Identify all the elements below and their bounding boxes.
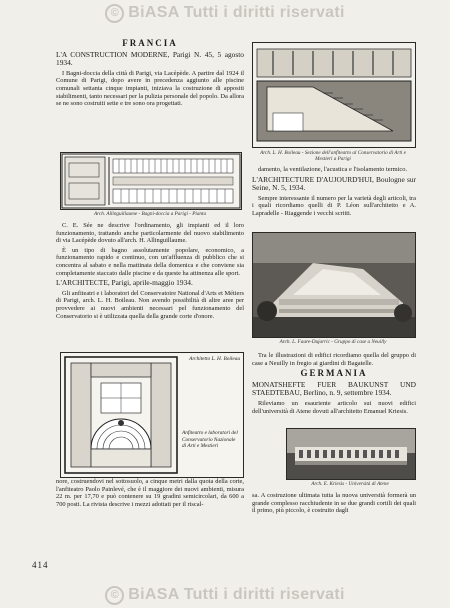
article-paragraph: È un tipo di bagno assolutamente popolare, economico, a funzionamento rapido e continuo, con un'affluenza di pubblico che si concentra al sabato e nella mattinata della domenica e che conviene sia completamente staccato dalle piscine e da queste ha attinenza alle sport.	[56, 246, 244, 277]
right-column-top	[252, 166, 416, 220]
figure-label-architect: Architetto L. H. Boileau	[189, 356, 240, 362]
watermark-bottom	[0, 586, 450, 605]
article-heading: L'A CONSTRUCTION MODERNE, Parigi N. 45, 5 agosto 1934.	[56, 49, 244, 68]
article-heading: L'ARCHITECTURE D'AUJOURD'HUI, Boulogne sur Seine, N. 5, 1934.	[252, 174, 416, 193]
watermark-top	[0, 4, 450, 23]
figure-caption: Arch. L. H. Boileau - Sezione dell'anfiteatro al Conservatorio di Arti e Mestieri a Parigi	[260, 150, 406, 163]
anfiteatro-section-drawing	[253, 43, 415, 147]
article-paragraph: Rileviamo un esauriente articolo sui nuovi edifici dell'università di Atene dovuti all'architetto Emanuel Kriesis.	[252, 399, 416, 415]
article-heading: L'ARCHITECTE, Parigi, aprile-maggio 1934.	[56, 278, 193, 288]
athens-university-image	[287, 429, 415, 479]
figure-conservatoire-plan	[60, 352, 244, 478]
article-paragraph: damento, la ventilazione, l'acustica e l'isolamento termico.	[258, 166, 408, 173]
left-column-top	[56, 40, 244, 110]
watermark-text: BiASA Tutti i diritti riservati	[128, 586, 345, 603]
article-paragraph: Sempre interessante il numero per la varietà degli articoli, tra i quali ricordiamo quelli di P. Léon sull'architetto e A. Lapradelle - Riaggende i vecchi scritti.	[252, 194, 416, 217]
figure-caption-side: Anfiteatro e laboratori del Conservatorio Nazionale di Arti e Mestieri	[182, 430, 238, 450]
article-paragraph: nore, costruendovi nel sottosuolo, a cinque metri dalla quota della corte, l'anfiteatro Paolo Painlevé, che è il maggiore dei nuovi ambienti, misura 22 m. per 17,70 e può contenere su 19 gradini semicircolari, da 600 a 700 posti. La rivista descrive i mezzi adottati per il riscal-	[56, 478, 244, 508]
article-paragraph: C. E. Sée ne descrive l'ordinamento, gli impianti ed il loro funzionamento, trattando anche particolarmente del nuovo stabilimento di via Lacépède dovuto all'arch. H. Allinguillaume.	[56, 222, 244, 245]
figure-caption: Arch. Allinguillaume - Bagni-doccia a Parigi - Pianta	[93, 211, 207, 217]
conservatoire-plan-drawing	[61, 353, 243, 477]
baths-plan-drawing	[61, 153, 241, 209]
article-paragraph: Gli anfiteatri e i laboratori del Conservatoire National d'Arts et Métiers di Parigi, arch. L. H. Boileau. Non avendo possibilità di altre aree per provvedere ai nuovi ambienti necessari pel funzionamento del Conservatorio si è utilizzata quella della grande corte d'onore.	[56, 289, 244, 320]
article-paragraph: Tra le illustrazioni di edifici ricordiamo quella del gruppo di case a Neuilly in fregio ai giardini di Bagatelle.	[252, 352, 416, 367]
left-column-bottom	[56, 478, 244, 510]
article-paragraph: I Bagni-doccia della città di Parigi, via Lacépède. A partire dal 1924 il Comune di Parigi, dopo avere in precedenza aggiunto alle piscine comunali settanta cinque impianti, iniziava la costruzione di appositi stabilimenti, tanto necessari per la pulizia personale del popolo. Da allora se ne sono costruiti sette e tre sono ora progettati.	[56, 69, 244, 108]
article-heading: MONATSHEFTE FUER BAUKUNST UND STAEDTEBAU, Berlino, n. 9, settembre 1934.	[252, 379, 416, 398]
figure-caption: Arch. E. Kriesis - Università di Atene	[311, 481, 389, 487]
left-column-middle	[56, 222, 244, 322]
section-heading-francia: FRANCIA	[122, 38, 178, 48]
figure-athens-university-photo	[286, 428, 416, 480]
figure-caption: Arch. L. Faure-Dujarric - Gruppo di case a Neuilly	[279, 339, 387, 345]
watermark-text: BiASA Tutti i diritti riservati	[128, 4, 345, 21]
article-paragraph: sa. A costruzione ultimata tutta la nuova università formerà un grande complesso racchiudente in se due grandi cortili dei quali il primo, più piccolo, è costruito dagli	[252, 492, 416, 515]
neuilly-photo-image	[253, 233, 415, 337]
figure-neuilly-photo	[252, 232, 416, 338]
section-heading-germania: GERMANIA	[300, 368, 368, 379]
figure-anfiteatro-section	[252, 42, 416, 148]
copyright-icon: ©	[105, 4, 124, 23]
copyright-icon: ©	[105, 586, 124, 605]
right-column-bottom	[252, 492, 416, 517]
right-column-middle	[252, 352, 416, 417]
figure-baths-plan	[60, 152, 242, 210]
page-number: 414	[32, 560, 49, 570]
